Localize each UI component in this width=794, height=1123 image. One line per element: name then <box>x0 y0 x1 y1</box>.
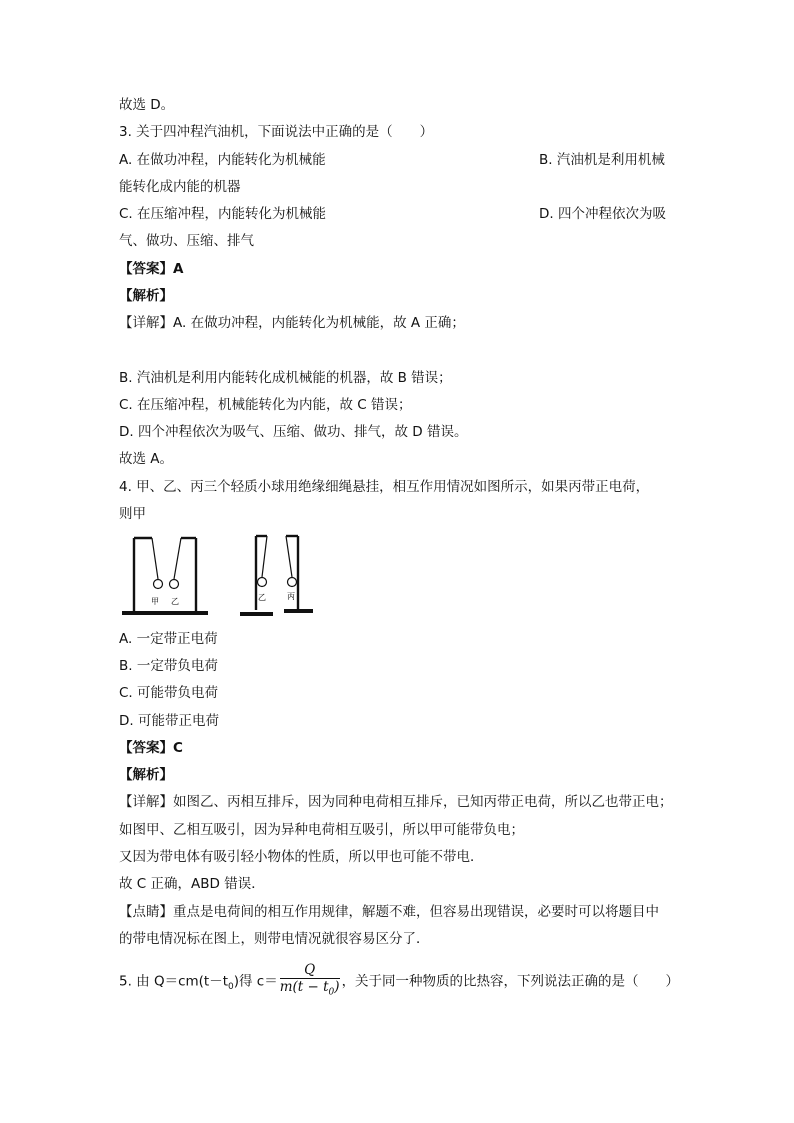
detail-line: 又因为带电体有吸引轻小物体的性质，所以甲也可能不带电． <box>119 849 484 865</box>
text-line: 故选 A。 <box>119 451 174 467</box>
question-3: 3. 关于四冲程汽油机，下面说法中正确的是（ ） <box>119 124 434 140</box>
option-3b: B. 汽油机是利用机械 <box>539 152 665 168</box>
answer-label: 【答案】A <box>119 261 184 277</box>
q5-pre: 5. 由 Q＝cm(t－t <box>119 973 229 990</box>
option-3d: D. 四个冲程依次为吸 <box>539 206 666 222</box>
option-3b-cont: 能转化成内能的机器 <box>119 179 241 195</box>
q5-sub: 0 <box>228 982 234 993</box>
question-4-cont: 则甲 <box>119 506 146 522</box>
q5-mid: )得 c＝ <box>233 973 278 990</box>
label-yi-2: 乙 <box>258 593 266 602</box>
fraction-numerator: Q <box>280 962 340 979</box>
formula-fraction <box>280 962 340 1001</box>
analysis-label: 【解析】 <box>119 288 173 304</box>
detail-line: 【详解】如图乙、丙相互排斥，因为同种电荷相互排斥，已知丙带正电荷，所以乙也带正电； <box>119 794 673 810</box>
question-4: 4. 甲、乙、丙三个轻质小球用绝缘细绳悬挂，相互作用情况如图所示，如果丙带正电荷， <box>119 479 650 495</box>
question-5 <box>119 962 679 1001</box>
detail-line: D. 四个冲程依次为吸气、压缩、做功、排气，故 D 错误。 <box>119 424 468 440</box>
option-3c: C. 在压缩冲程，内能转化为机械能 <box>119 206 327 222</box>
option-3a: A. 在做功冲程，内能转化为机械能 <box>119 152 326 168</box>
fraction-denominator: $m(t - t_0)$ <box>279 979 340 998</box>
detail-line: 如图甲、乙相互吸引，因为异种电荷相互吸引，所以甲可能带负电； <box>119 822 524 838</box>
q5-post: ，关于同一种物质的比热容，下列说法正确的是（ ） <box>341 973 680 990</box>
option-3d-cont: 气、做功、压缩、排气 <box>119 233 254 249</box>
detail-line: 【详解】A. 在做功冲程，内能转化为机械能，故 A 正确； <box>119 315 465 331</box>
detail-line: 故 C 正确，ABD 错误． <box>119 876 265 892</box>
option-4b: B. 一定带负电荷 <box>119 658 218 674</box>
detail-line: B. 汽油机是利用内能转化成机械能的机器，故 B 错误； <box>119 370 452 386</box>
label-yi: 乙 <box>171 597 179 606</box>
label-jia: 甲 <box>151 597 159 606</box>
option-4c: C. 可能带负电荷 <box>119 685 219 701</box>
comment-line: 的带电情况标在图上，则带电情况就很容易区分了． <box>119 931 430 947</box>
option-4d: D. 可能带正电荷 <box>119 713 219 729</box>
label-bing: 丙 <box>287 592 295 601</box>
analysis-label: 【解析】 <box>119 767 173 783</box>
answer-label: 【答案】C <box>119 740 183 756</box>
text-line: 故选 D。 <box>119 97 175 113</box>
option-4a: A. 一定带正电荷 <box>119 631 218 647</box>
detail-line: C. 在压缩冲程，机械能转化为内能，故 C 错误； <box>119 397 412 413</box>
comment-line: 【点睛】重点是电荷间的相互作用规律，解题不难，但容易出现错误，必要时可以将题目中 <box>119 904 659 920</box>
hanging-balls-figure <box>118 532 318 622</box>
